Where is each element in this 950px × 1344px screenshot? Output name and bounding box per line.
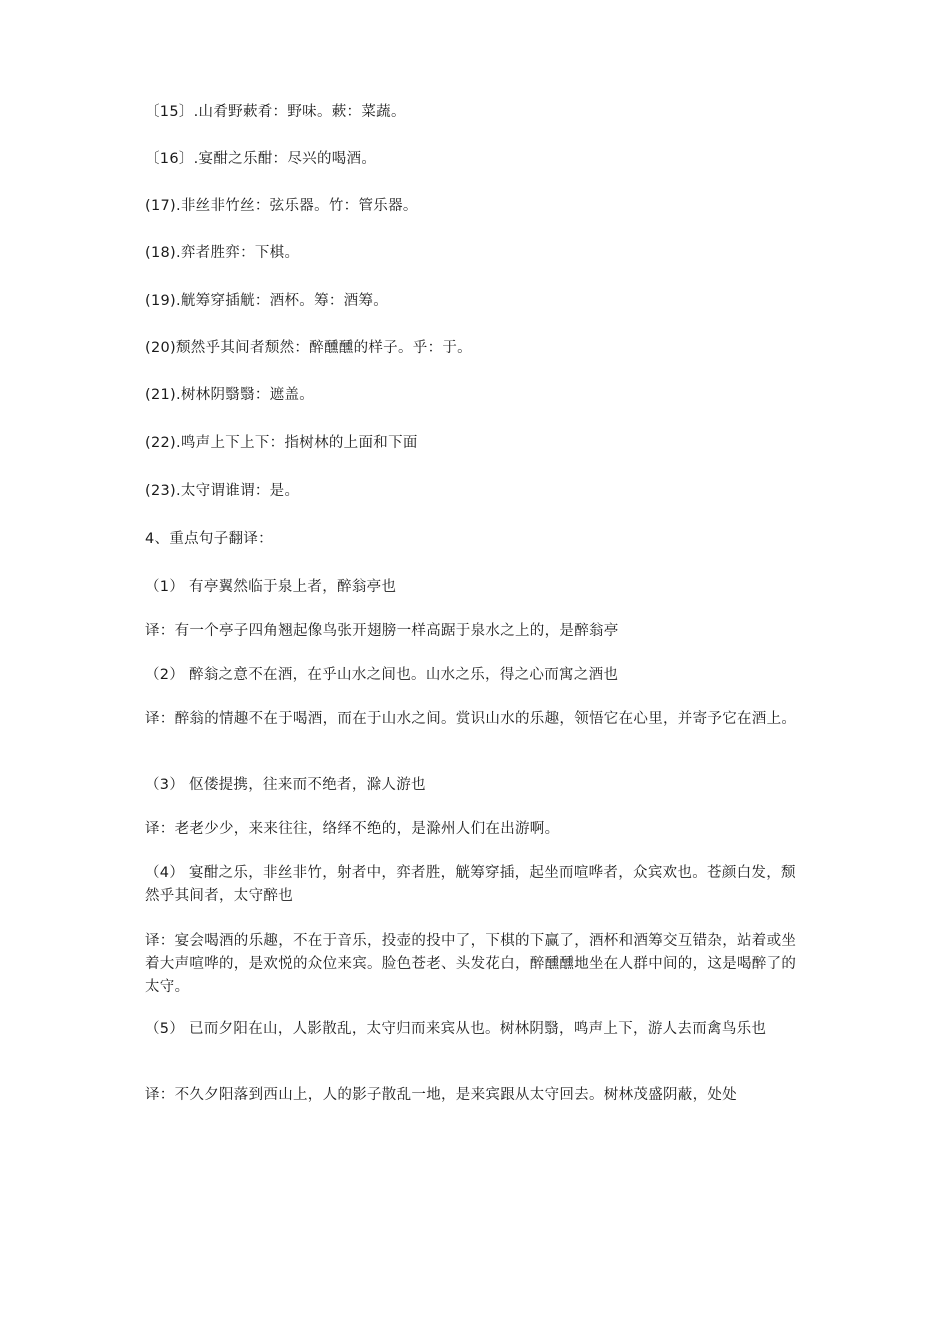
note-22: (22).鸣声上下上下：指树林的上面和下面 [145, 435, 418, 451]
sentence-5: （5） 已而夕阳在山，人影散乱，太守归而来宾从也。树林阴翳，鸣声上下，游人去而禽鸟乐也 [145, 1021, 767, 1037]
translation-3: 译：老老少少，来来往往，络绎不绝的，是滁州人们在出游啊。 [145, 821, 560, 837]
sentence-3: （3） 伛偻提携，往来而不绝者，滁人游也 [145, 777, 426, 793]
note-15: 〔15〕.山肴野蔌肴：野味。蔌：菜蔬。 [145, 104, 406, 120]
note-21: (21).树林阴翳翳：遮盖。 [145, 387, 315, 403]
note-18: (18).弈者胜弈：下棋。 [145, 245, 300, 261]
note-16: 〔16〕.宴酣之乐酣：尽兴的喝酒。 [145, 151, 377, 167]
translation-2: 译：醉翁的情趣不在于喝酒，而在于山水之间。赏识山水的乐趣，领悟它在心里，并寄予它在酒上。 [145, 711, 797, 727]
note-19: (19).觥筹穿插觥：酒杯。筹：酒筹。 [145, 293, 389, 309]
sentence-4: （4） 宴酣之乐，非丝非竹，射者中，弈者胜，觥筹穿插，起坐而喧哗者，众宾欢也。苍颜白发，颓然乎其间者，太守醉也 [145, 865, 796, 904]
note-17: (17).非丝非竹丝：弦乐器。竹：管乐器。 [145, 198, 418, 214]
sentence-2: （2） 醉翁之意不在酒，在乎山水之间也。山水之乐，得之心而寓之酒也 [145, 667, 619, 683]
translation-4: 译：宴会喝酒的乐趣，不在于音乐，投壶的投中了，下棋的下赢了，酒杯和酒筹交互错杂，站着或坐着大声喧哗的，是欢悦的众位来宾。脸色苍老、头发花白，醉醺醺地坐在人群中间的，这是喝醉了的太守。 [145, 933, 797, 995]
translation-5: 译：不久夕阳落到西山上，人的影子散乱一地，是来宾跟从太守回去。树林茂盛阴蔽，处处 [145, 1087, 737, 1103]
note-20: (20)颓然乎其间者颓然：醉醺醺的样子。乎：于。 [145, 340, 472, 356]
translation-1: 译：有一个亭子四角翘起像鸟张开翅膀一样高踞于泉水之上的，是醉翁亭 [145, 623, 619, 639]
sentence-1: （1） 有亭翼然临于泉上者，醉翁亭也 [145, 579, 397, 595]
section-heading: 4、重点句子翻译： [145, 531, 273, 547]
note-23: (23).太守谓谁谓：是。 [145, 483, 300, 499]
